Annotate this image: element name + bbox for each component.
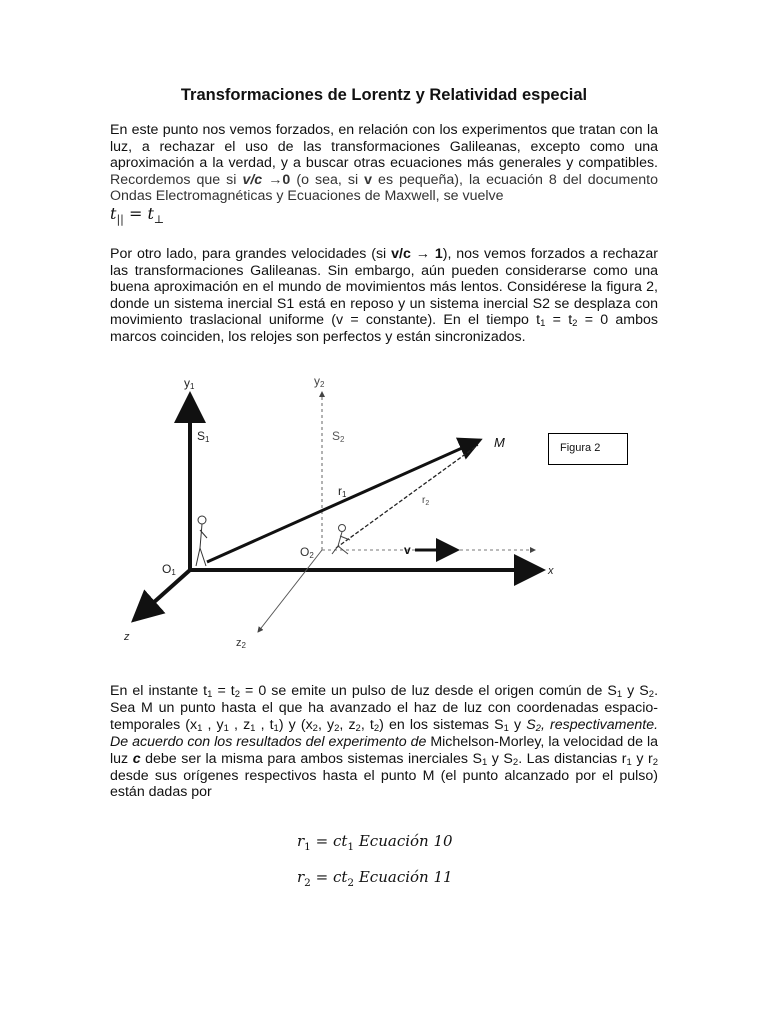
- label-y1: y1: [184, 376, 195, 391]
- label-m: M: [494, 435, 505, 450]
- observer-s1-icon: [196, 516, 207, 566]
- equation-10: $r_1 = ct_1$ Ecuación 10: [297, 832, 453, 853]
- z-axis: [134, 570, 190, 620]
- equation-t-parallel: $t_{||} = t_\perp$: [110, 204, 165, 226]
- label-r1: r1: [338, 484, 347, 499]
- figure-2-diagram: [110, 370, 580, 660]
- label-o2: O2: [300, 545, 314, 560]
- label-s2: S2: [332, 429, 345, 444]
- paragraph-high-velocities: Por otro lado, para grandes velocidades (si v/c → 1), nos vemos forzados a rechazar las transformaciones Galileanas. Sin embargo, aún pueden considerarse como una buena aproximación en el mundo de movimientos más lentos. Considérese la figura 2, donde un sistema inercial S1 está en reposo y un sistema inercial S2 se desplaza con movimiento traslacional uniforme (v = constante). En el tiempo $t_1 = t_2 = 0$ ambos marcos coinciden, los relojes son perfectos y están sincronizados.: [110, 246, 659, 345]
- label-s1: S1: [197, 429, 210, 444]
- label-v: v: [404, 543, 411, 557]
- label-z2: z2: [236, 637, 246, 650]
- label-x: x: [548, 565, 554, 577]
- figure-label: Figura 2: [548, 433, 628, 465]
- label-r2: $r_2$: [422, 495, 430, 507]
- label-o1: O1: [162, 562, 176, 577]
- label-z: z: [124, 631, 130, 643]
- r1-vector: [207, 440, 480, 562]
- equation-11: $r_2 = ct_2$ Ecuación 11: [297, 868, 453, 889]
- r2-vector: [336, 445, 478, 548]
- paragraph-intro: En este punto nos vemos forzados, en relación con los experimentos que tratan con la luz, a rechazar el uso de las transformaciones Galileanas, excepto como una aproximación a la verdad, y a buscar otras ecuaciones más generales y compatibles. Recordemos que si v/c →0 (o sea, si v es pequeña), la ecuación 8 del documento Ondas Electromagnéticas y Ecuaciones de Maxwell, se vuelve: [110, 122, 658, 205]
- paragraph-light-pulse: En el instante $t_1 = t_2 = 0$ se emite un pulso de luz desde el origen común de $S_1$ y $S_2$. Sea M un punto hasta el que ha avanzado el haz de luz con coordenadas espacio-temporales ($x_1$ , $y_1$ , $z_1$ , $t_1$) y ($x_2$, $y_2$, $z_2$, $t_2$) en los sistemas $S_1$ y $S_2$, respectivamente. De acuerdo con los resultados del experimento de Michelson-Morley, la velocidad de la luz c debe ser la misma para ambos sistemas inerciales $S_1$ y $S_2$. Las distancias $r_1$ y $r_2$ desde sus orígenes respectivos hasta el punto M (el punto alcanzado por el pulso) están dadas por: [110, 683, 659, 801]
- label-y2: y2: [314, 374, 325, 389]
- z2-axis: [258, 550, 322, 632]
- page-title: Transformaciones de Lorentz y Relatividad especial: [180, 86, 588, 104]
